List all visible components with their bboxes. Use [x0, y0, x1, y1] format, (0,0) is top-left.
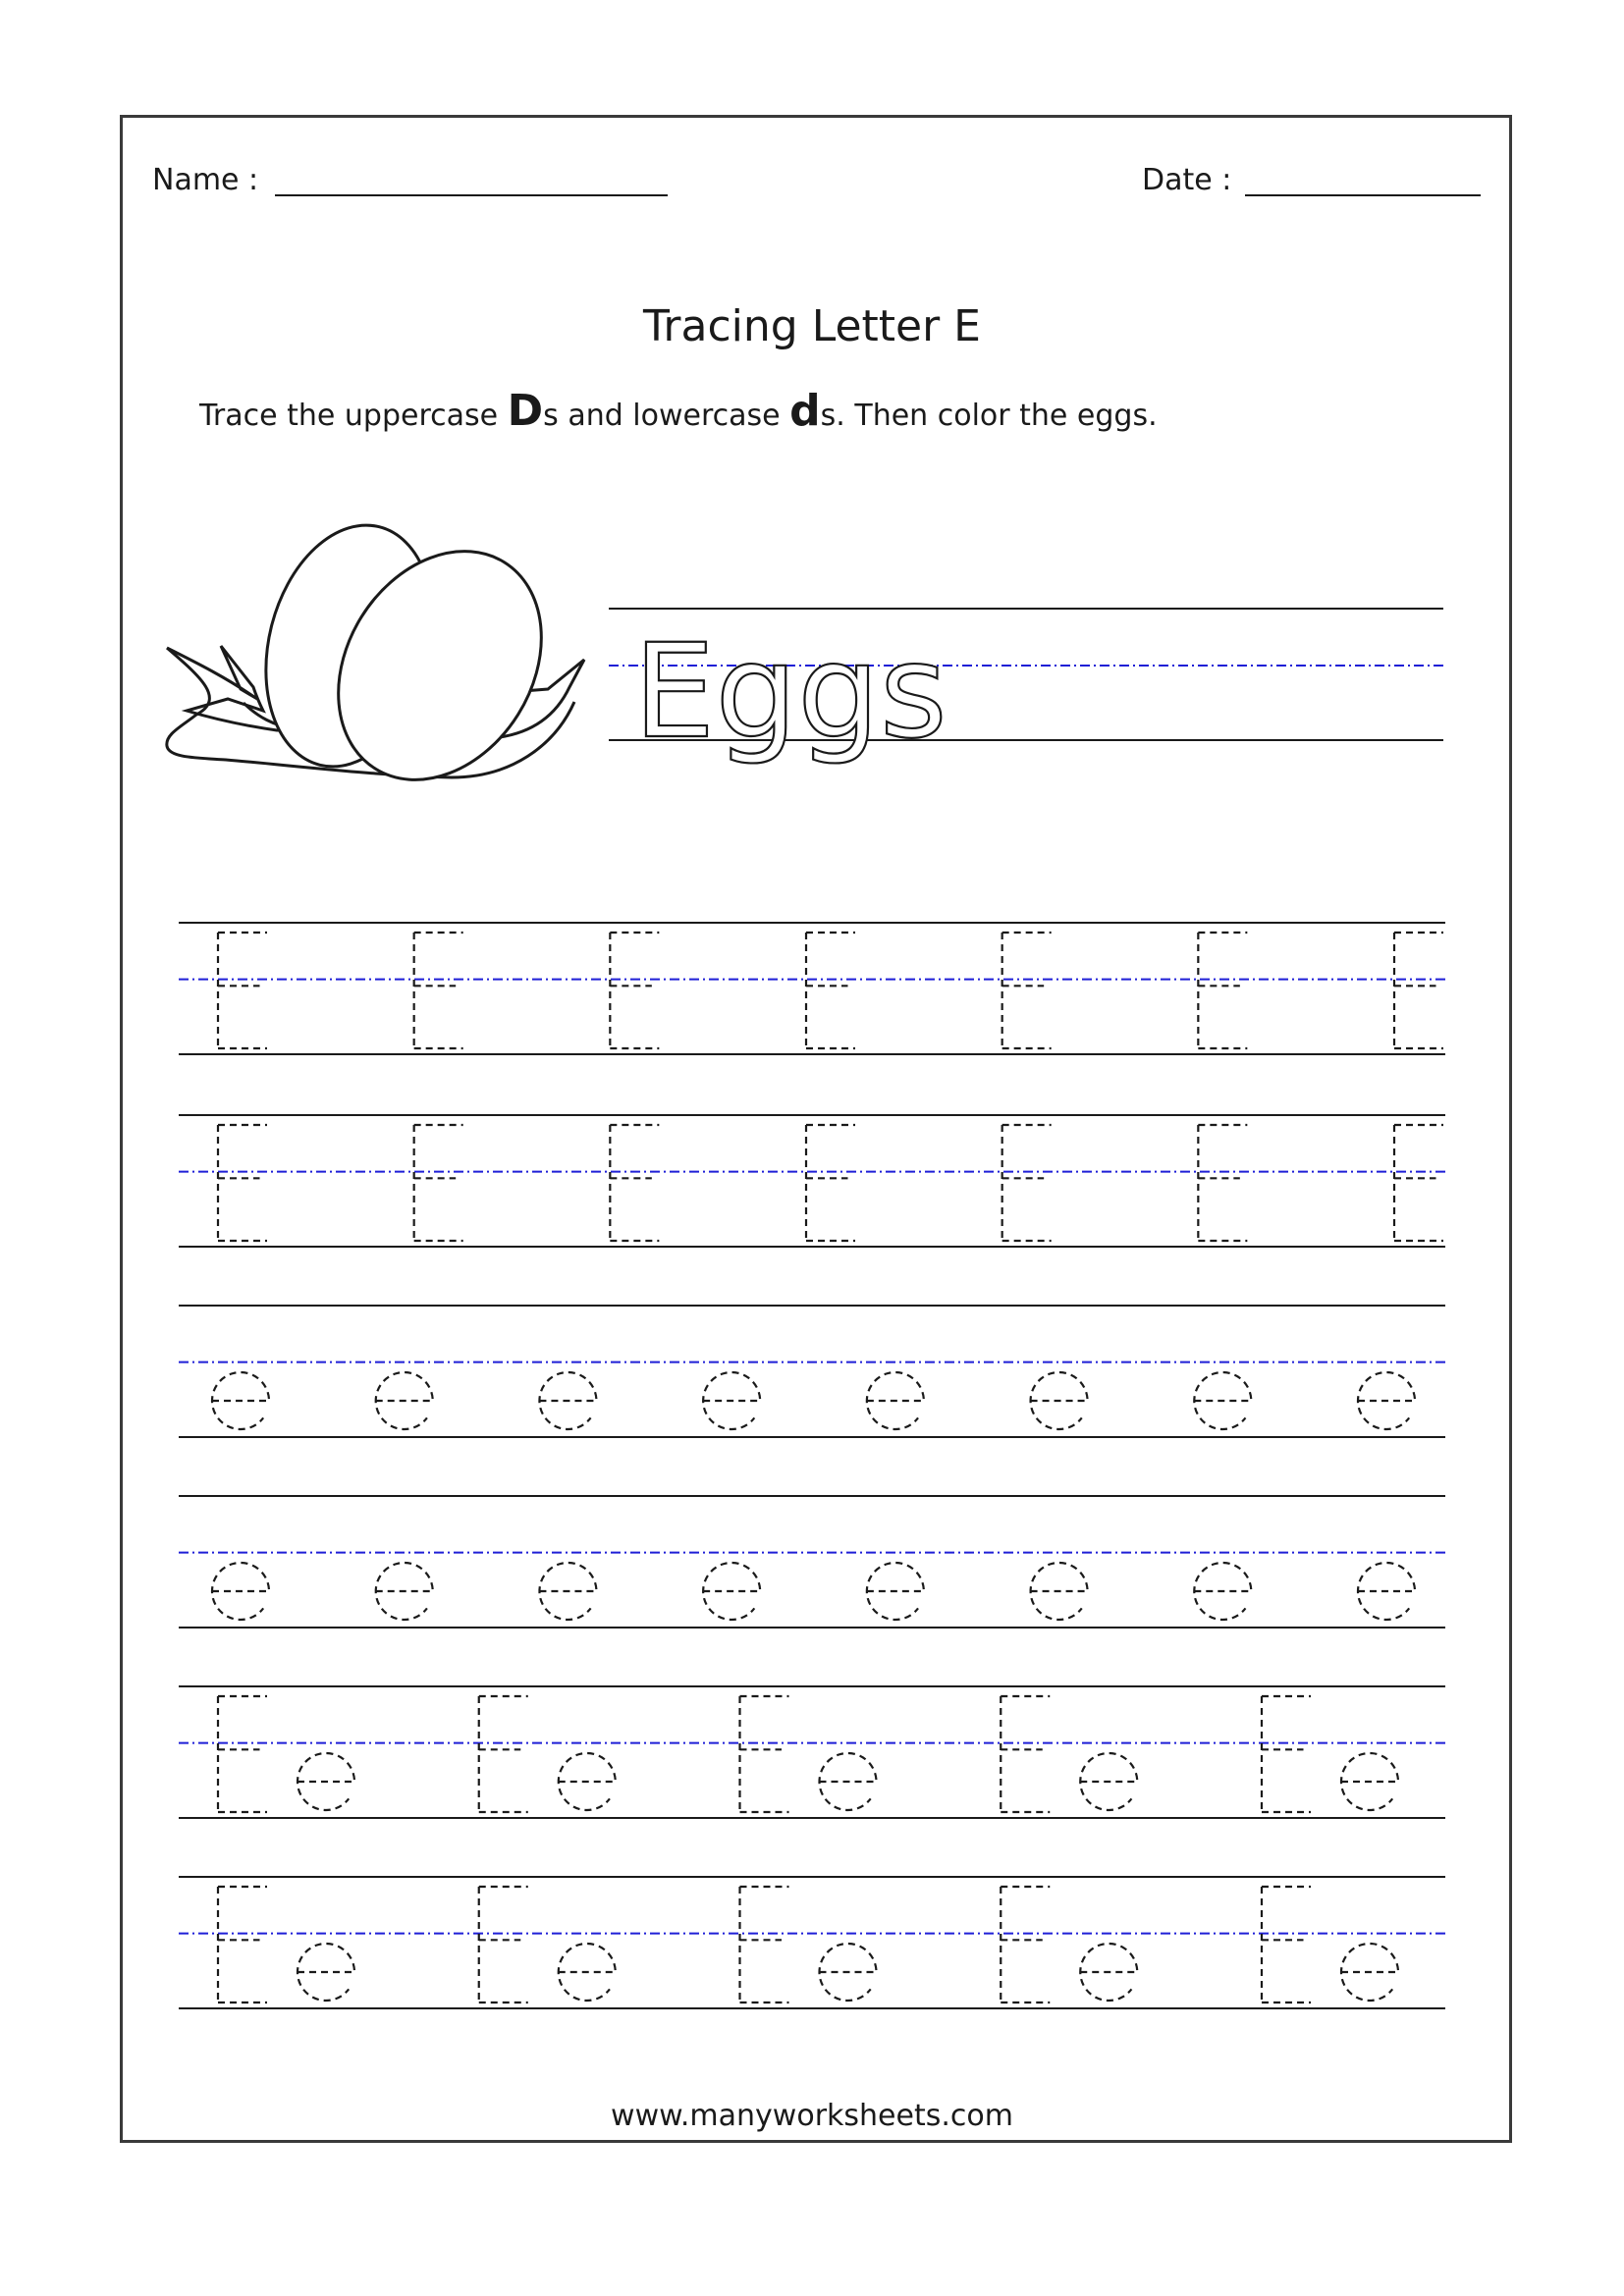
trace-lowercase-e	[703, 1563, 760, 1620]
tracing-row	[179, 1877, 1445, 2008]
trace-uppercase-e	[1001, 1887, 1050, 2002]
trace-lowercase-e	[559, 1944, 616, 2001]
trace-uppercase-e	[1001, 1696, 1050, 1812]
trace-lowercase-e	[1031, 1372, 1088, 1429]
instructions-upper-letter: D	[507, 386, 544, 436]
tracing-row	[179, 1306, 1445, 1437]
trace-lowercase-e	[539, 1563, 596, 1620]
trace-lowercase-e	[376, 1563, 433, 1620]
trace-uppercase-e	[218, 1696, 267, 1812]
trace-lowercase-e	[1358, 1563, 1415, 1620]
trace-uppercase-e	[479, 1696, 528, 1812]
trace-uppercase-e	[806, 933, 855, 1048]
instructions-text-1: Trace the uppercase	[199, 399, 508, 433]
trace-lowercase-e	[1194, 1372, 1251, 1429]
instructions-text-3: s. Then color the eggs.	[820, 399, 1158, 433]
date-label: Date :	[1142, 163, 1232, 197]
trace-uppercase-e	[610, 933, 659, 1048]
tracing-area	[179, 923, 1445, 2008]
name-label: Name :	[152, 163, 259, 197]
trace-uppercase-e	[1198, 1125, 1247, 1241]
trace-uppercase-e	[1394, 933, 1443, 1048]
trace-uppercase-e	[479, 1887, 528, 2002]
trace-lowercase-e	[703, 1372, 760, 1429]
tracing-row	[179, 1115, 1445, 1247]
trace-uppercase-e	[740, 1696, 789, 1812]
trace-uppercase-e	[740, 1887, 789, 2002]
trace-lowercase-e	[1080, 1944, 1137, 2001]
trace-lowercase-e	[819, 1753, 876, 1810]
trace-uppercase-e	[218, 1125, 267, 1241]
instructions-lower-letter: d	[789, 386, 821, 436]
trace-uppercase-e	[218, 933, 267, 1048]
trace-uppercase-e	[1262, 1696, 1311, 1812]
instructions-text-2: s and lowercase	[543, 399, 790, 433]
trace-lowercase-e	[1031, 1563, 1088, 1620]
trace-lowercase-e	[298, 1753, 354, 1810]
trace-uppercase-e	[1394, 1125, 1443, 1241]
eggs-in-nest-icon	[167, 507, 584, 818]
tracing-row	[179, 1496, 1445, 1628]
trace-lowercase-e	[1194, 1563, 1251, 1620]
page-title: Tracing Letter E	[643, 301, 981, 351]
trace-lowercase-e	[867, 1372, 924, 1429]
tracing-row	[179, 923, 1445, 1054]
trace-lowercase-e	[559, 1753, 616, 1810]
trace-uppercase-e	[1198, 933, 1247, 1048]
trace-uppercase-e	[414, 933, 463, 1048]
trace-uppercase-e	[806, 1125, 855, 1241]
trace-lowercase-e	[1341, 1753, 1398, 1810]
trace-lowercase-e	[298, 1944, 354, 2001]
trace-lowercase-e	[867, 1563, 924, 1620]
trace-uppercase-e	[218, 1887, 267, 2002]
trace-lowercase-e	[1341, 1944, 1398, 2001]
tracing-row	[179, 1686, 1445, 1818]
trace-lowercase-e	[212, 1372, 269, 1429]
trace-uppercase-e	[1002, 1125, 1052, 1241]
trace-uppercase-e	[610, 1125, 659, 1241]
picture-word: Eggs	[633, 616, 947, 768]
website-url: www.manyworksheets.com	[611, 2099, 1013, 2133]
trace-lowercase-e	[539, 1372, 596, 1429]
trace-lowercase-e	[1358, 1372, 1415, 1429]
trace-uppercase-e	[1262, 1887, 1311, 2002]
trace-uppercase-e	[414, 1125, 463, 1241]
trace-lowercase-e	[819, 1944, 876, 2001]
trace-lowercase-e	[212, 1563, 269, 1620]
trace-uppercase-e	[1002, 933, 1052, 1048]
trace-lowercase-e	[376, 1372, 433, 1429]
trace-lowercase-e	[1080, 1753, 1137, 1810]
